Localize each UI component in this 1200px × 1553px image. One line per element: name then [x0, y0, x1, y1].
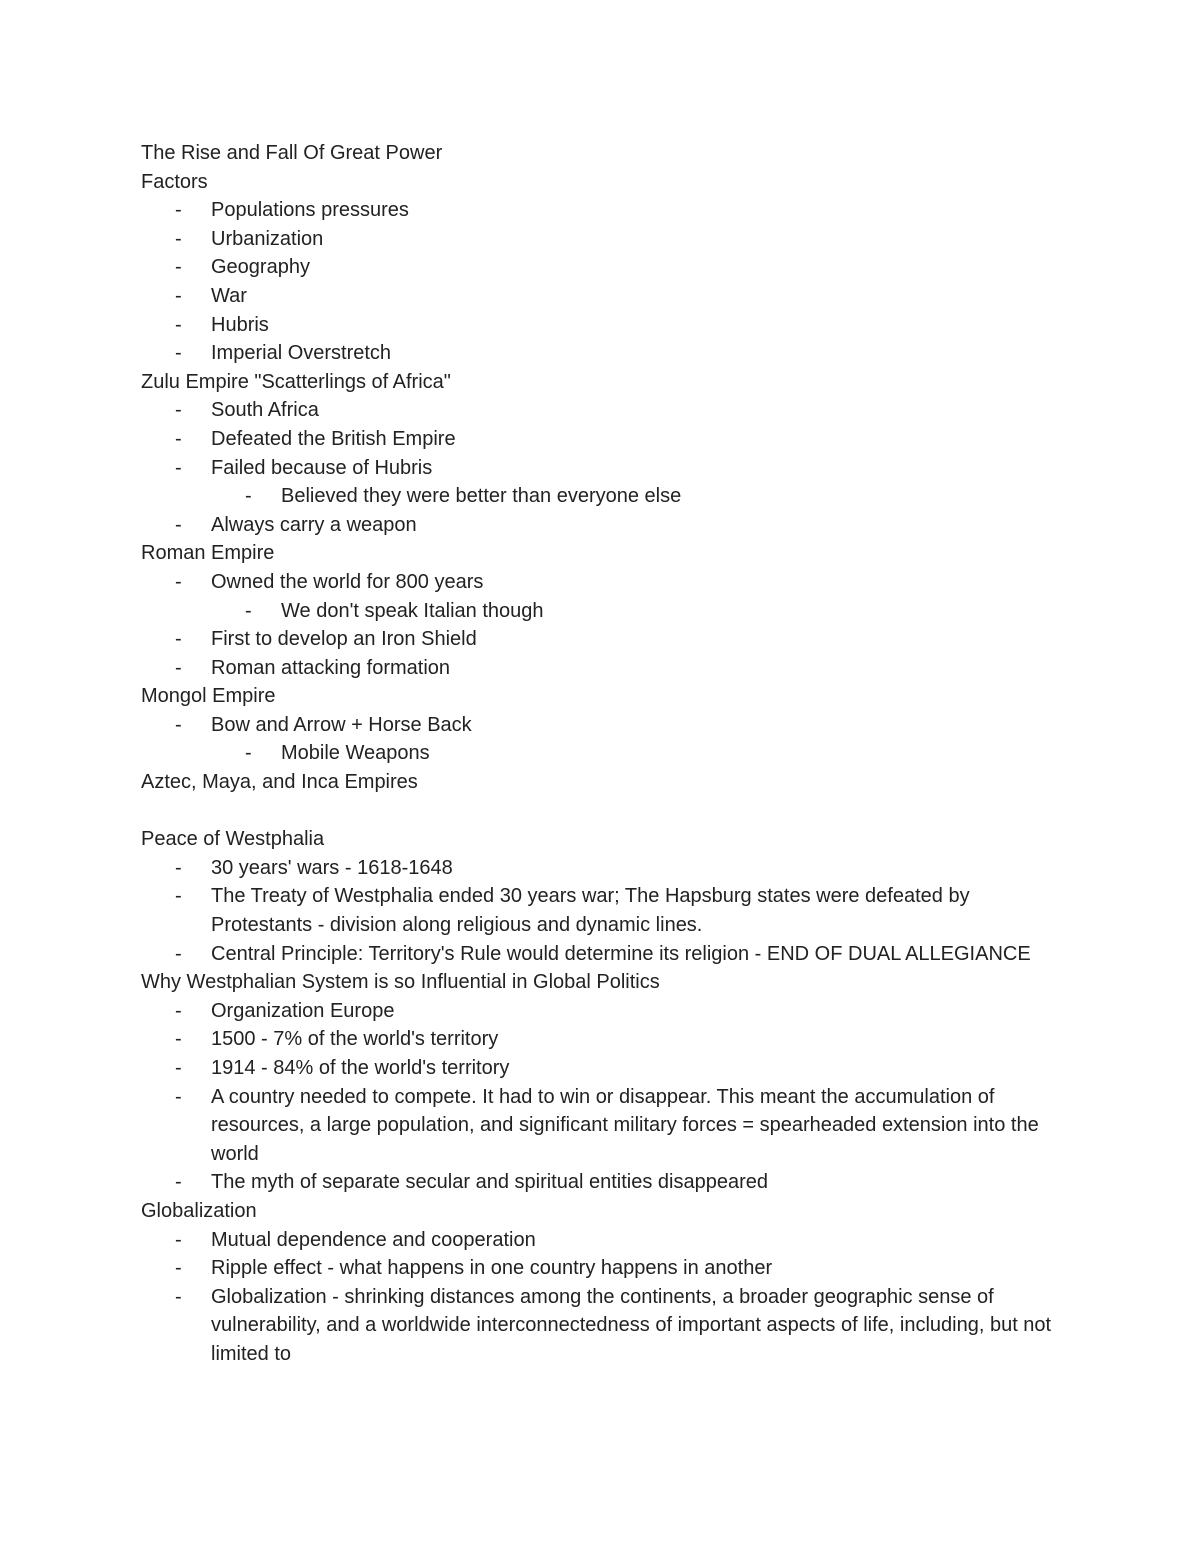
dash-bullet: -: [245, 742, 252, 765]
bullet-list: [141, 1226, 1071, 1369]
list-item: [141, 225, 1071, 254]
blank-line: [141, 797, 1071, 826]
section-heading: Zulu Empire "Scatterlings of Africa": [141, 370, 451, 393]
list-item: [141, 511, 1071, 540]
dash-bullet: -: [175, 427, 182, 450]
list-item-text: 30 years' wars - 1618-1648: [211, 856, 453, 879]
nested-list-item: [211, 482, 1071, 511]
dash-bullet: -: [175, 1028, 182, 1051]
dash-bullet: -: [245, 485, 252, 508]
bullet-list: [141, 854, 1071, 968]
section-heading: Why Westphalian System is so Influential in Global Politics: [141, 971, 660, 994]
bullet-list: [141, 196, 1071, 368]
list-item: [141, 997, 1071, 1026]
dash-bullet: -: [175, 227, 182, 250]
document-title: The Rise and Fall Of Great Power: [141, 142, 443, 164]
section-heading: Globalization: [141, 1199, 257, 1222]
dash-bullet: -: [245, 599, 252, 622]
list-item-text: War: [211, 284, 247, 307]
dash-bullet: -: [175, 342, 182, 365]
list-item: [141, 253, 1071, 282]
list-item: [141, 711, 1071, 768]
dash-bullet: -: [175, 1057, 182, 1079]
dash-bullet: -: [175, 1285, 182, 1308]
list-item: [141, 568, 1071, 625]
dash-bullet: -: [175, 313, 182, 336]
list-item-text: Urbanization: [211, 227, 324, 250]
nested-list-item: [211, 739, 1071, 768]
list-item: [141, 1083, 1071, 1169]
dash-bullet: -: [175, 1257, 182, 1280]
list-item-text: Globalization - shrinking distances among the continents, a broader geographic sense of vulnerability, and a worldwide interconnectedness of important aspects of life, including, but not limited to: [211, 1285, 1052, 1365]
bullet-list: [141, 396, 1071, 539]
list-item: [141, 1254, 1071, 1283]
nested-bullet-list: [211, 739, 1071, 768]
dash-bullet: -: [175, 256, 182, 279]
bullet-list: [141, 568, 1071, 682]
list-item: [141, 282, 1071, 311]
list-item: [141, 1054, 1071, 1083]
dash-bullet: -: [175, 399, 182, 422]
list-item: [141, 1283, 1071, 1369]
list-item-text: Populations pressures: [211, 199, 409, 222]
list-item-text: Mutual dependence and cooperation: [211, 1228, 536, 1251]
list-item-text: Imperial Overstretch: [211, 342, 392, 365]
list-item-text: Always carry a weapon: [211, 513, 417, 536]
list-item-text: Bow and Arrow + Horse Back: [211, 713, 472, 736]
nested-list-item: [211, 597, 1071, 626]
dash-bullet: -: [175, 942, 182, 965]
dash-bullet: -: [175, 284, 182, 307]
dash-bullet: -: [175, 628, 182, 651]
list-item-text: Hubris: [211, 313, 269, 336]
list-item: [141, 454, 1071, 511]
bullet-list: [141, 997, 1071, 1197]
dash-bullet: -: [175, 513, 182, 536]
list-item-text: Geography: [211, 256, 310, 279]
list-item-text: The Treaty of Westphalia ended 30 years war; The Hapsburg states were defeated by Protestants - division along religious and dynamic lines.: [211, 885, 970, 937]
dash-bullet: -: [175, 1228, 182, 1251]
list-item-text: First to develop an Iron Shield: [211, 628, 477, 651]
list-item: [141, 1025, 1071, 1054]
list-item-text: 1500 - 7% of the world's territory: [211, 1028, 499, 1051]
list-item-text: Owned the world for 800 years: [211, 570, 484, 593]
dash-bullet: -: [175, 856, 182, 879]
list-item: [141, 425, 1071, 454]
list-item-text: 1914 - 84% of the world's territory: [211, 1057, 510, 1079]
section-heading: Roman Empire: [141, 542, 275, 565]
list-item: [141, 625, 1071, 654]
list-item-text: Failed because of Hubris: [211, 456, 433, 479]
dash-bullet: -: [175, 656, 182, 679]
dash-bullet: -: [175, 885, 182, 908]
dash-bullet: -: [175, 713, 182, 736]
dash-bullet: -: [175, 999, 182, 1022]
list-item: [141, 396, 1071, 425]
document-body: [141, 139, 1071, 1369]
list-item: [141, 654, 1071, 683]
list-item-text: The myth of separate secular and spiritual entities disappeared: [211, 1171, 768, 1194]
dash-bullet: -: [175, 570, 182, 593]
section-heading: Mongol Empire: [141, 685, 276, 708]
nested-list-item-text: Believed they were better than everyone else: [281, 485, 682, 508]
list-item-text: Central Principle: Territory's Rule would determine its religion - END OF DUAL ALLEGIANCE: [211, 942, 1031, 965]
list-item: [141, 311, 1071, 340]
nested-list-item-text: We don't speak Italian though: [281, 599, 544, 622]
list-item-text: Defeated the British Empire: [211, 427, 456, 450]
list-item-text: Organization Europe: [211, 999, 395, 1022]
list-item: [141, 882, 1071, 939]
list-item-text: Roman attacking formation: [211, 656, 451, 679]
bullet-list: [141, 711, 1071, 768]
list-item: [141, 339, 1071, 368]
nested-bullet-list: [211, 597, 1071, 626]
section-heading: Factors: [141, 170, 208, 193]
list-item-text: South Africa: [211, 399, 319, 422]
nested-list-item-text: Mobile Weapons: [281, 742, 430, 765]
list-item: [141, 854, 1071, 883]
list-item: [141, 196, 1071, 225]
list-item-text: Ripple effect - what happens in one country happens in another: [211, 1257, 773, 1280]
dash-bullet: -: [175, 1171, 182, 1194]
dash-bullet: -: [175, 1085, 182, 1108]
list-item: [141, 1226, 1071, 1255]
list-item-text: A country needed to compete. It had to win or disappear. This meant the accumulation of resources, a large population, and significant military forces = spearheaded extension into the world: [211, 1085, 1039, 1165]
section-heading: Aztec, Maya, and Inca Empires: [141, 771, 418, 794]
dash-bullet: -: [175, 199, 182, 222]
list-item: [141, 1168, 1071, 1197]
list-item: [141, 940, 1071, 969]
dash-bullet: -: [175, 456, 182, 479]
nested-bullet-list: [211, 482, 1071, 511]
section-heading: Peace of Westphalia: [141, 828, 325, 851]
